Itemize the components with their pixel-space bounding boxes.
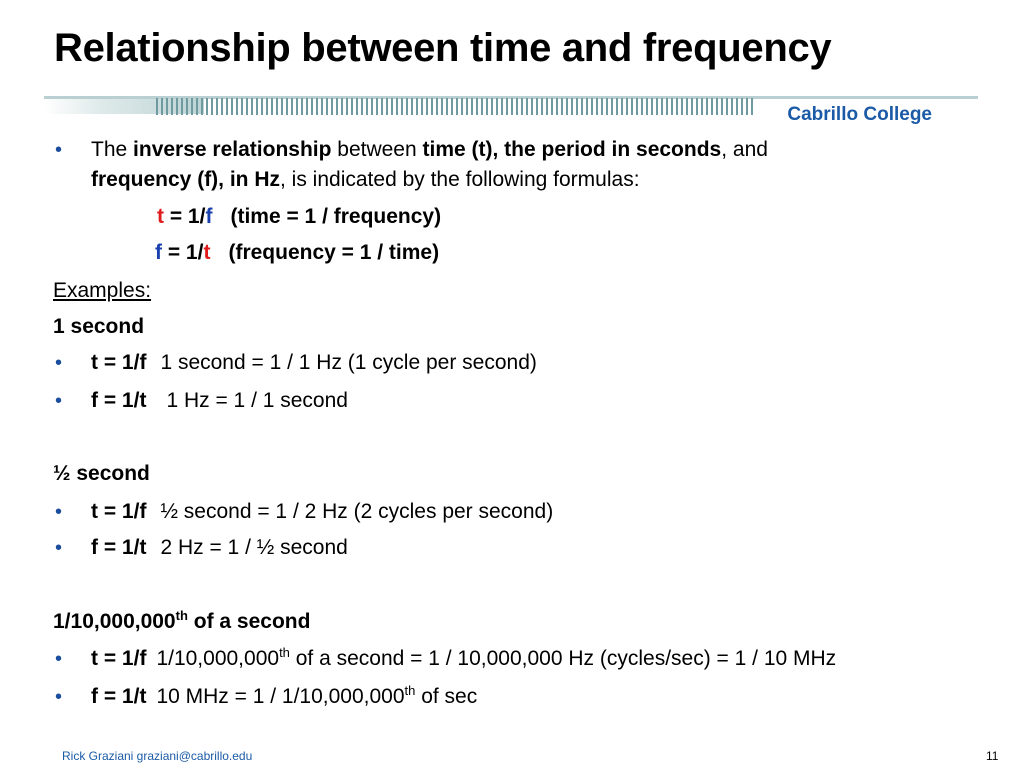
slide-title: Relationship between time and frequency [54,26,832,70]
footer-author: Rick Graziani graziani@cabrillo.edu [62,749,253,763]
header-gradient [44,98,204,114]
example-1-bullet-2: f = 1/t 1 Hz = 1 / 1 second [91,389,348,412]
example-1-bullet-1: t = 1/f 1 second = 1 / 1 Hz (1 cycle per second) [91,351,537,374]
formula-frequency: f = 1/t (frequency = 1 / time) [155,241,440,264]
bullet-marker: • [55,501,63,523]
college-logo-text: Cabrillo College [787,104,932,125]
examples-heading: Examples: [53,279,152,302]
example-3-heading: 1/10,000,000th of a second [53,608,311,633]
intro-line-1: The inverse relationship between time (t), the period in seconds, and [91,138,768,161]
example-2-heading: ½ second [53,462,150,485]
bullet-marker: • [55,139,63,161]
example-2-bullet-2: f = 1/t 2 Hz = 1 / ½ second [91,536,348,559]
bullet-marker: • [55,352,63,374]
bullet-marker: • [55,648,63,670]
example-3-bullet-1: t = 1/f 1/10,000,000th of a second = 1 / 10,000,000 Hz (cycles/sec) = 1 / 10 MHz [91,645,837,670]
example-2-bullet-1: t = 1/f ½ second = 1 / 2 Hz (2 cycles per second) [91,500,554,523]
example-3-bullet-2: f = 1/t 10 MHz = 1 / 1/10,000,000th of sec [91,683,478,708]
page-number: 11 [986,749,999,763]
intro-line-2: frequency (f), in Hz, is indicated by the following formulas: [91,168,640,191]
header-decoration-bar [44,92,978,125]
formula-time: t = 1/f (time = 1 / frequency) [157,205,442,228]
bullet-marker: • [55,537,63,559]
bullet-marker: • [55,390,63,412]
bullet-marker: • [55,686,63,708]
example-1-heading: 1 second [53,315,145,338]
